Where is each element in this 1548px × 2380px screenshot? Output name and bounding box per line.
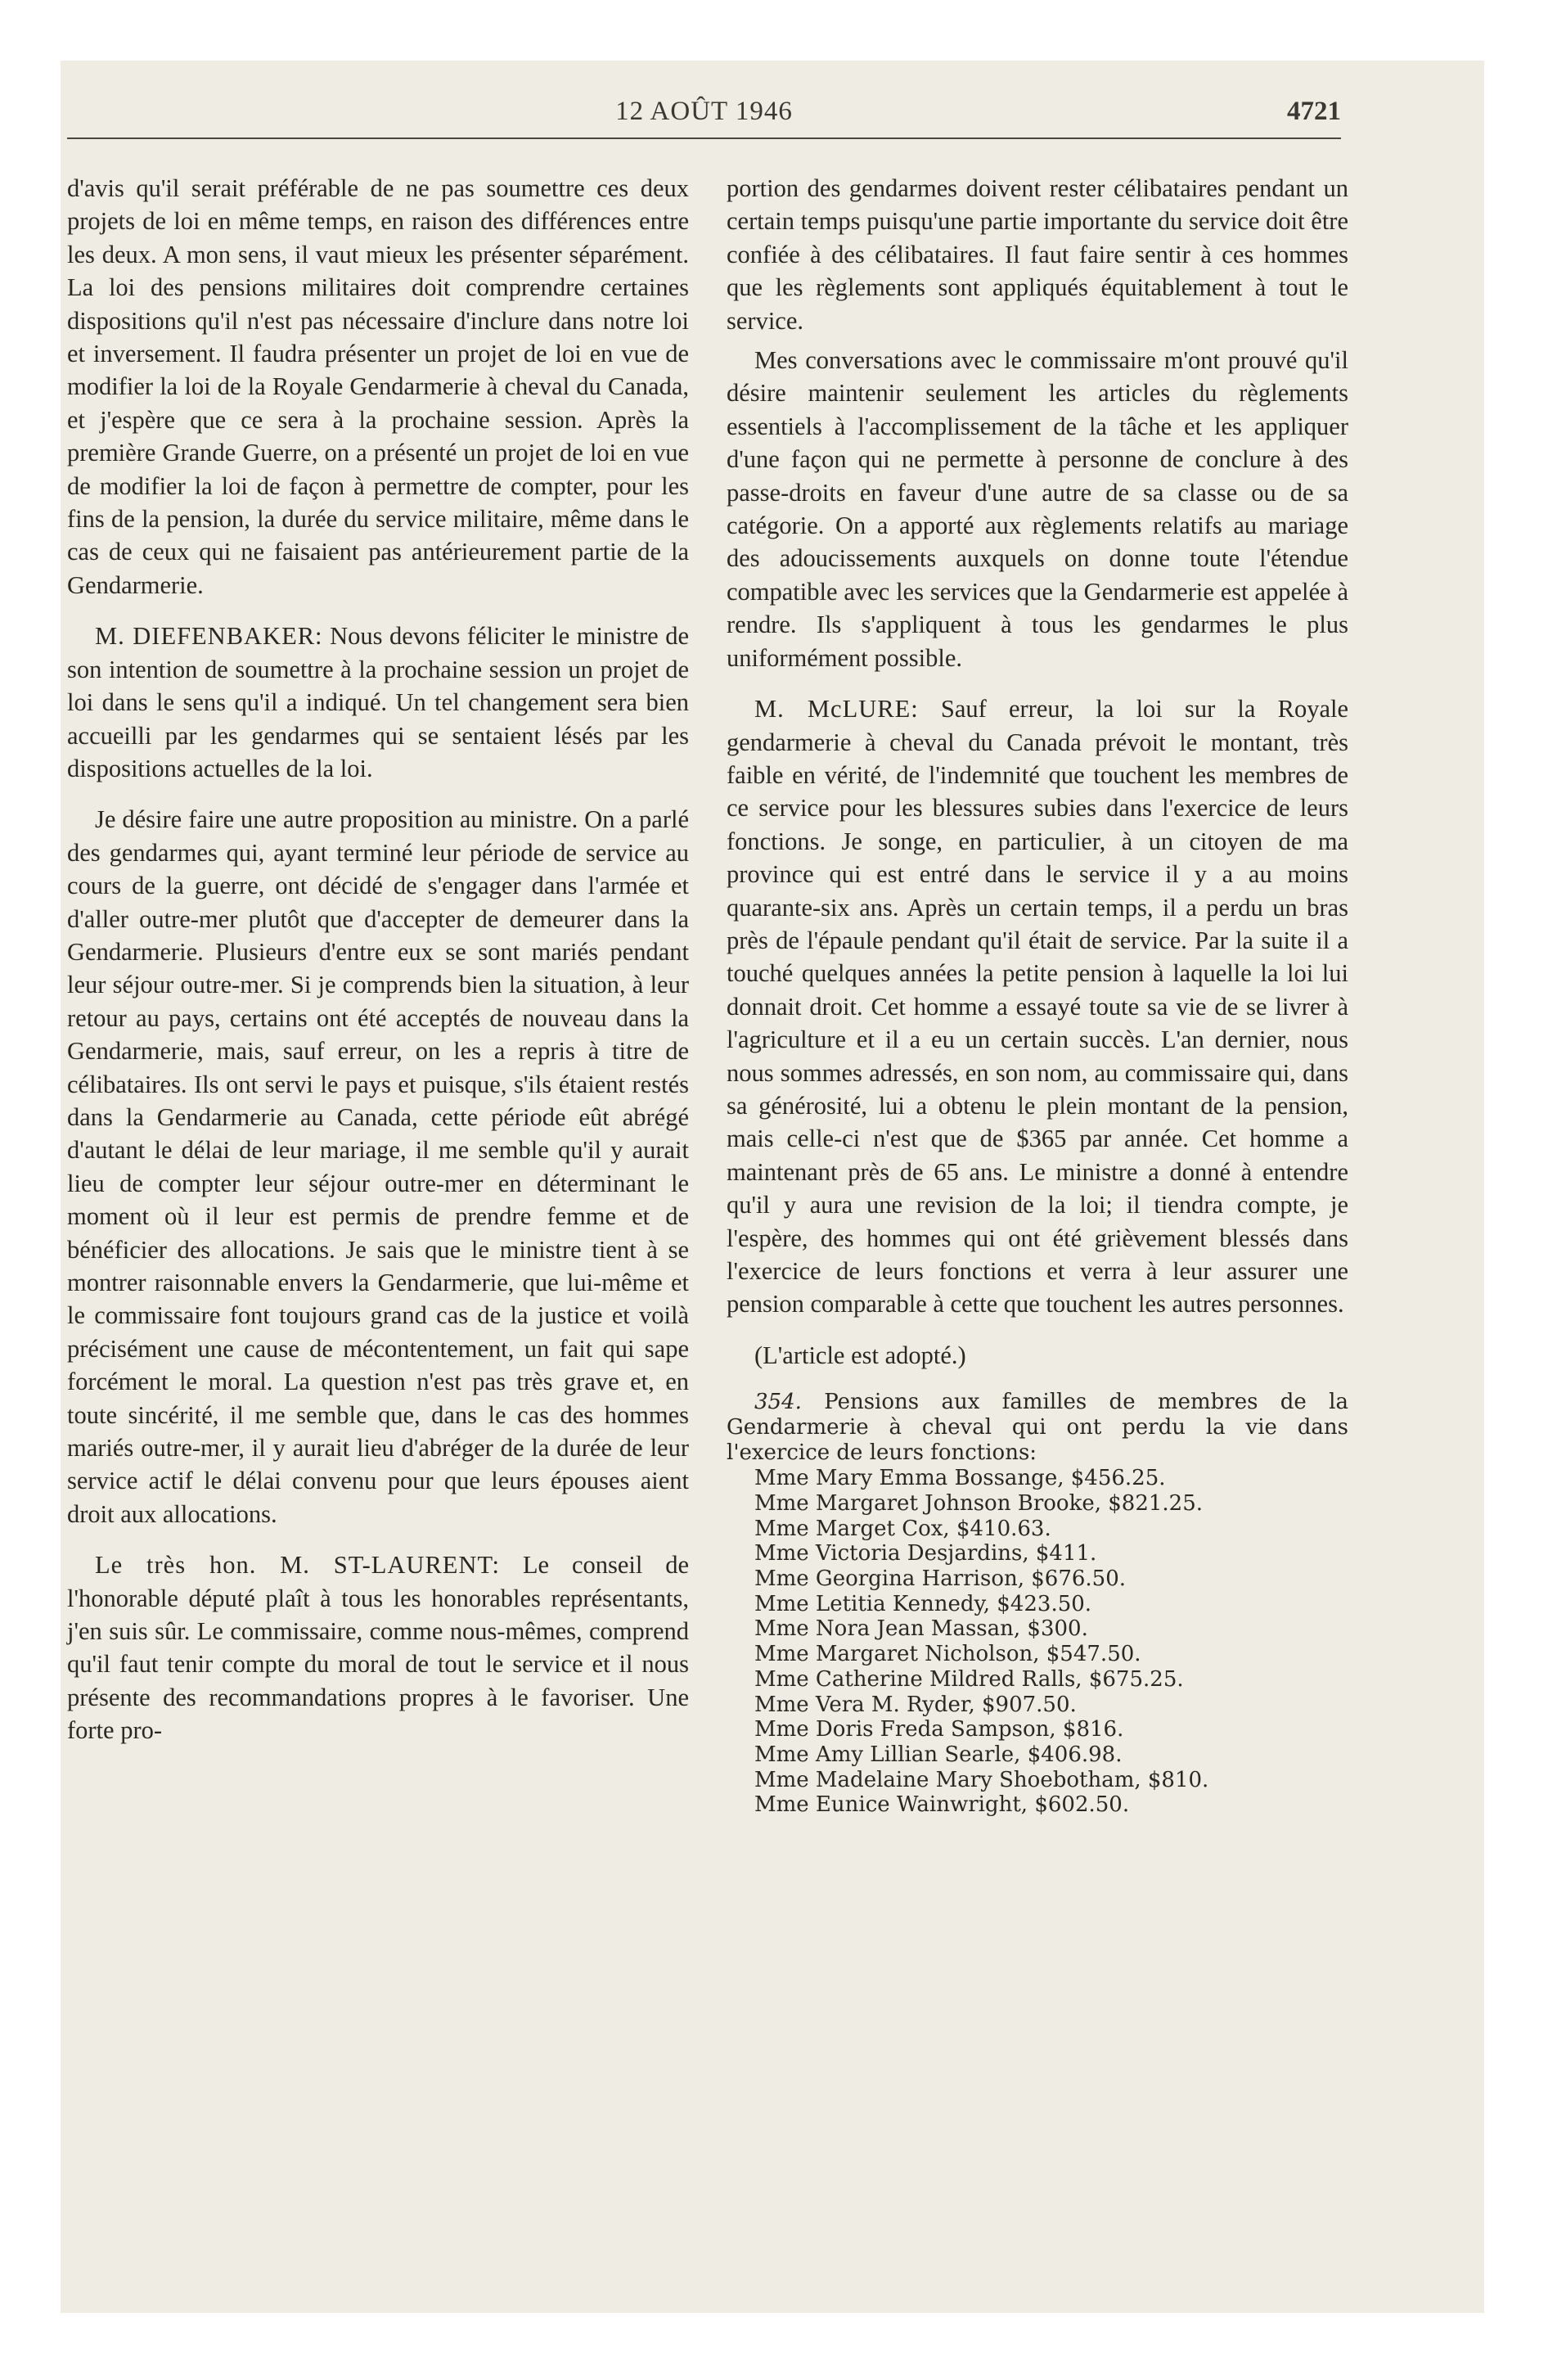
- paragraph: d'avis qu'il serait préférable de ne pas soumettre ces deux projets de loi en même temps, en raison des différences entre les deux. A mon sens, il vaut mieux les présenter séparément. La loi des pensions militaires doit comprendre certaines dispositions qu'il n'est pas nécessaire d'inclure dans notre loi et inversement. Il faudra présenter un projet de loi en vue de modifier la loi de la Royale Gendarmerie à cheval du Canada, et j'espère que ce sera à la prochaine session. Après la première Grande Guerre, on a présenté un projet de loi en vue de modifier la loi de façon à permettre de compter, pour les fins de la pension, la durée du service militaire, même dans le cas de ceux qui ne faisaient pas antérieurement partie de la Gendarmerie.: [67, 174, 689, 599]
- speech-text: Sauf erreur, la loi sur la Royale gendarmerie à cheval du Canada prévoit le montant, très faible en vérité, de l'indemnité que touchent les membres de ce service pour les blessures subies dans l'exercice de leurs fonctions. Je songe, en particulier, à un citoyen de ma province qui est entré dans le service il y a au moins quarante-six ans. Après un certain temps, il a perdu un bras près de l'épaule pendant qu'il était de service. Par la suite il a touché quelques années la petite pension à laquelle la loi lui donnait droit. Cet homme a essayé toute sa vie de se livrer à l'agriculture et il a eu un certain succès. L'an dernier, nous nous sommes adressés, en son nom, au commissaire qui, dans sa générosité, lui a obtenu le plein montant de la pension, mais celle-ci n'est que de $365 par année. Cet homme a maintenant près de 65 ans. Le ministre a donné à entendre qu'il y aura une revision de la loi; il tiendra compte, je l'espère, des hommes qui ont été grièvement blessés dans l'exercice de leurs fonctions et verra à leur assurer une pension comparable à cette que touchent les autres personnes.: [727, 695, 1348, 1318]
- speaker-name: Le très hon. M. ST-LAURENT:: [95, 1551, 501, 1580]
- right-column: [727, 172, 1348, 1818]
- header-date: 12 AOÛT 1946: [615, 97, 793, 126]
- page-number: 4721: [1287, 97, 1341, 126]
- recipient-item: Mme Catherine Mildred Ralls, $675.25.: [754, 1666, 1184, 1692]
- recipient-item: Mme Eunice Wainwright, $602.50.: [754, 1792, 1130, 1818]
- recipient-item: Mme Madelaine Mary Shoebotham, $810.: [754, 1767, 1209, 1792]
- recipient-item: Mme Victoria Desjardins, $411.: [754, 1541, 1097, 1566]
- paragraph-st-laurent: [67, 1548, 689, 1747]
- paragraph: Je désire faire une autre proposition au ministre. On a parlé des gendarmes qui, ayant terminé leur période de service au cours de la guerre, ont décidé de s'engager dans l'armée et d'aller outre-mer plutôt que d'accepter de demeurer dans la Gendarmerie. Plusieurs d'entre eux se sont mariés pendant leur séjour outre-mer. Si je comprends bien la situation, à leur retour au pays, certains ont été acceptés de nouveau dans la Gendarmerie, mais, sauf erreur, on les a repris à titre de célibataires. Ils ont servi le pays et puisque, s'ils étaient restés dans la Gendarmerie au Canada, cette période eût abrégé d'autant le délai de leur mariage, il me semble qu'il y aurait lieu de compter leur séjour outre-mer en déterminant le moment où il leur est permis de prendre femme et de bénéficier des allocations. Je sais que le ministre tient à se montrer raisonnable envers la Gendarmerie, que lui-même et le commissaire font toujours grand cas de la justice et voilà précisément une cause de mécontentement, un fait qui sape forcément le moral. La question n'est pas très grave et, en toute sincérité, il me semble que, dans le cas des hommes mariés outre-mer, il y aurait lieu d'abréger de la durée de leur service actif le délai convenu pour que leurs épouses aient droit aux allocations.: [67, 805, 689, 1528]
- recipient-item: Mme Nora Jean Massan, $300.: [754, 1616, 1088, 1642]
- recipient-list: [727, 1466, 1348, 1818]
- paragraph-adopted: (L'article est adopté.): [754, 1341, 966, 1369]
- speaker-name: M. McLURE:: [754, 695, 919, 723]
- recipient-item: Mme Marget Cox, $410.63.: [754, 1516, 1051, 1541]
- item-text: Pensions aux familles de membres de la Gendarmerie à cheval qui ont perdu la vie dans l'exercice de leurs fonctions:: [727, 1390, 1348, 1466]
- page-header: [67, 97, 1341, 137]
- speech-text: Nous devons féliciter le ministre de son intention de soumettre à la prochaine session un projet de loi dans le sens qu'il a indiqué. Un tel changement sera bien accueilli par les gendarmes qui se sentaient lésés par les dispositions actuelles de la loi.: [67, 622, 689, 782]
- budget-item: [727, 1390, 1348, 1818]
- item-description: [727, 1390, 1348, 1466]
- speaker-name: M. DIEFENBAKER:: [95, 622, 323, 651]
- recipient-item: Mme Amy Lillian Searle, $406.98.: [754, 1742, 1123, 1767]
- recipient-item: Mme Margaret Nicholson, $547.50.: [754, 1642, 1141, 1667]
- header-rule: [67, 137, 1341, 139]
- speech-text: Le conseil de l'honorable député plaît à tous les honorables représentants, j'en suis sûr. Le commissaire, comme nous-mêmes, comprend qu'il faut tenir compte du moral de tout le service et il nous présente des recommandations propres à le favoriser. Une forte pro-: [67, 1551, 689, 1745]
- item-number: 354.: [754, 1390, 802, 1415]
- paragraph: portion des gendarmes doivent rester célibataires pendant un certain temps puisqu'une partie importante du service doit être confiée à des célibataires. Il faut faire sentir à ces hommes que les règlements sont appliqués équitablement à tout le service.: [727, 174, 1348, 335]
- recipient-item: Mme Doris Freda Sampson, $816.: [754, 1717, 1124, 1742]
- left-column: [67, 172, 689, 1747]
- recipient-item: Mme Georgina Harrison, $676.50.: [754, 1566, 1127, 1592]
- recipient-item: Mme Letitia Kennedy, $423.50.: [754, 1591, 1092, 1616]
- recipient-item: Mme Margaret Johnson Brooke, $821.25.: [754, 1490, 1204, 1516]
- recipient-item: Mme Vera M. Ryder, $907.50.: [754, 1692, 1077, 1717]
- paragraph: Mes conversations avec le commissaire m'ont prouvé qu'il désire maintenir seulement les articles du règlements essentiels à l'accomplissement de la tâche et les appliquer d'une façon qui ne permette à personne de conclure à des passe-droits en faveur d'une autre de sa classe ou de sa catégorie. On a apporté aux règlements relatifs au mariage des adoucissements auxquels on donne toute l'étendue compatible avec les services que la Gendarmerie est appelée à rendre. Ils s'appliquent à tous les gendarmes le plus uniformément possible.: [727, 346, 1348, 672]
- paragraph-diefenbaker: [67, 620, 689, 785]
- paragraph-mclure: [727, 692, 1348, 1321]
- recipient-item: Mme Mary Emma Bossange, $456.25.: [754, 1466, 1166, 1491]
